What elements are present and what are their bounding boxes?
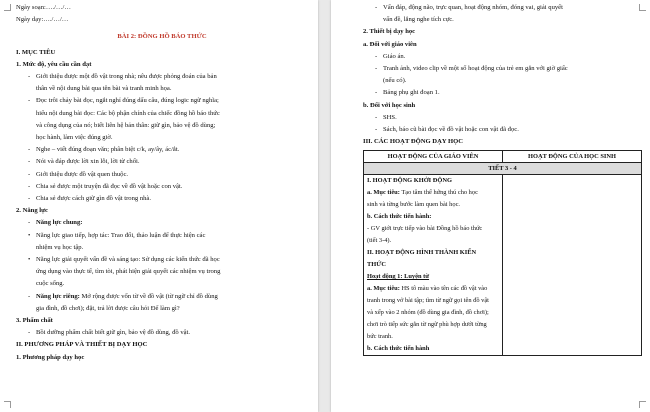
procedure-label: b. Cách thức tiến hành: bbox=[367, 213, 432, 221]
activity-heading: I. HOẠT ĐỘNG KHỞI ĐỘNG bbox=[367, 177, 452, 185]
lesson-title: BÀI 2: ĐỒNG HỒ BÁO THỨC bbox=[117, 33, 207, 41]
activity-heading: II. HOẠT ĐỘNG HÌNH THÀNH KIẾN bbox=[367, 249, 477, 257]
activity-text: - GV giới trực tiếp vào bài Đồng hồ báo thức bbox=[367, 225, 483, 233]
activity-text: Tạo tâm thế hứng thú cho học bbox=[399, 189, 478, 197]
objective-text: học hành, làm việc đúng giờ. bbox=[36, 134, 113, 142]
page-left-content: Ngày soạn:…./…/… Ngày dạy:…./…/… BÀI 2: ĐỒNG HỒ BÁO THỨC I. MỤC TIÊU 1. Mức độ, yêu cầu cần đạt - Giới thiệu được một đồ vật trong nhà; nêu được phỏng đoán của bản thân về nội dung bài qua tên bài và tranh minh họa. - Đọc trôi chảy bài đọc, ngắt nghỉ đúng dấu câu, đúng logic ngữ nghĩa; hiểu nội dung bài đọc: Các bộ phận chính của chiếc đồng hồ báo thức và công dụng của nó; biết liên hệ bản thân: giữ gìn, bảo vệ đồ dùng; học hành, làm việc đúng giờ. - Nghe – viết đúng đoạn văn; phân biệt c/k, ay/ây, ác/ắt. - Nói và đáp được lời xin lỗi, lời từ chối. - Giới thiệu được đồ vật quen thuộc. - Chia sẻ được một truyện đã đọc về đồ vật hoặc con vật. - Chia sẻ được cách giữ gìn đồ vật trong nhà. 2. Năng lực - Năng lực chung: • Năng lực giao tiếp, hợp tác: Trao đổi, thảo luận để thực hiện các nhiệm vụ học tập. • Năng lực giải quyết vấn đề và sáng tạo: Sử dụng các kiến thức đã học ứng dụng vào thực tế, tìm tòi, phát hiện giải quyết các nhiệm vụ trong cuộc sống. - Năng lực riêng: Mở rộng được vốn từ về đồ vật (từ ngữ chỉ đồ dùng gia đình, đồ chơi); đặt, trả lời được câu hỏi Để làm gì? 3. Phẩm chất - Bồi dưỡng phẩm chất biết giữ gìn, bảo vệ đồ dùng, đồ vật. II. PHƯƠNG PHÁP VÀ THIẾT BỊ DẠY HỌC 1. Phương pháp dạy học bbox=[16, 2, 308, 364]
section-heading: I. MỤC TIÊU bbox=[16, 48, 56, 56]
competence-text: Năng lực giao tiếp, hợp tác: Trao đổi, thảo luận để thực hiện các bbox=[36, 231, 206, 239]
subsection-heading: 1. Phương pháp dạy học bbox=[16, 353, 85, 361]
objective-text: Nghe – viết đúng đoạn văn; phân biệt c/k, ay/ây, ác/ắt. bbox=[36, 146, 180, 154]
teacher-equipment-heading: a. Đối với giáo viên bbox=[363, 40, 417, 48]
goal-label: a. Mục tiêu: bbox=[367, 285, 400, 293]
method-text: vấn đề, lắng nghe tích cực. bbox=[383, 16, 454, 24]
competence-text: Mở rộng được vốn từ về đồ vật (từ ngữ chỉ đồ dùng bbox=[79, 292, 218, 300]
student-equipment-heading: b. Đối với học sinh bbox=[363, 101, 416, 109]
section-heading: III. CÁC HOẠT ĐỘNG DẠY HỌC bbox=[363, 138, 464, 146]
page-left bbox=[0, 0, 318, 412]
date-taught: Ngày dạy:…./…/… bbox=[16, 16, 69, 24]
goal-label: a. Mục tiêu: bbox=[367, 189, 400, 197]
table-row bbox=[364, 175, 642, 356]
section-heading: II. PHƯƠNG PHÁP VÀ THIẾT BỊ DẠY HỌC bbox=[16, 341, 148, 349]
activity-heading: THỨC bbox=[367, 261, 386, 269]
objective-text: Chia sẻ được cách giữ gìn đồ vật trong nhà. bbox=[36, 195, 152, 203]
table-header-row bbox=[364, 151, 642, 163]
procedure-label: b. Cách thức tiến hành bbox=[367, 345, 430, 353]
activity-text: HS tô màu vào tên các đồ vật vào bbox=[399, 285, 488, 293]
quality-text: Bồi dưỡng phẩm chất biết giữ gìn, bảo vệ đồ dùng, đồ vật. bbox=[36, 329, 191, 337]
subsection-heading: 1. Mức độ, yêu cầu cần đạt bbox=[16, 60, 92, 68]
student-activity-cell bbox=[503, 175, 642, 356]
subsection-heading: 3. Phẩm chất bbox=[16, 317, 53, 325]
general-competence-label: Năng lực chung: bbox=[36, 219, 83, 227]
activity-text: và xếp vào 2 nhóm (đồ dùng gia đình, đồ chơi); bbox=[367, 309, 489, 317]
activity-subheading: Hoạt động 1: Luyện từ bbox=[367, 273, 430, 281]
method-text: Vấn đáp, động não, trực quan, hoạt động nhóm, đóng vai, giải quyết bbox=[383, 4, 563, 11]
activity-text: sinh và từng bước làm quen bài học. bbox=[367, 201, 461, 209]
objective-text: thân về nội dung bài qua tên bài và tranh minh họa. bbox=[36, 85, 172, 93]
objective-text: Chia sẻ được một truyện đã đọc về đồ vật hoặc con vật. bbox=[36, 182, 183, 190]
equipment-text: Tranh ảnh, video clip về một số hoạt động của trẻ em gắn với giờ giấc bbox=[383, 65, 568, 73]
competence-text: nhiệm vụ học tập. bbox=[36, 243, 84, 251]
competence-text: gia đình, đồ chơi); đặt, trả lời được câu hỏi Để làm gì? bbox=[36, 304, 180, 312]
objective-text: Giới thiệu được một đồ vật trong nhà; nêu được phỏng đoán của bản bbox=[36, 73, 217, 81]
activity-text: chơi trò tiếp sức gắn từ ngữ phù hợp dưới từng bbox=[367, 321, 487, 329]
objective-text: Nói và đáp được lời xin lỗi, lời từ chối. bbox=[36, 158, 140, 166]
specific-competence-label: Năng lực riêng: bbox=[36, 292, 80, 300]
equipment-text: Sách, báo cũ bài đọc về đồ vật hoặc con vật đã đọc. bbox=[383, 126, 519, 134]
objective-text: Giới thiệu được đồ vật quen thuộc. bbox=[36, 170, 129, 178]
equipment-text: Giáo án. bbox=[383, 52, 406, 60]
crop-mark bbox=[639, 401, 646, 408]
equipment-text: (nếu có). bbox=[383, 77, 407, 85]
competence-text: cuộc sống. bbox=[36, 280, 65, 288]
period-label: TIẾT 3 - 4 bbox=[364, 163, 642, 175]
competence-text: ứng dụng vào thực tế, tìm tòi, phát hiện giải quyết các nhiệm vụ trong bbox=[36, 268, 221, 276]
activity-text: bức tranh. bbox=[367, 333, 393, 341]
objective-text: và công dụng của nó; biết liên hệ bản thân: giữ gìn, bảo vệ đồ dùng; bbox=[36, 121, 216, 129]
table-row bbox=[364, 163, 642, 175]
subsection-heading: 2. Thiết bị dạy học bbox=[363, 28, 416, 36]
activity-text: (tiết 3-4). bbox=[367, 237, 392, 245]
equipment-text: SHS. bbox=[383, 113, 397, 121]
objective-text: hiểu nội dung bài đọc: Các bộ phận chính của chiếc đồng hồ báo thức bbox=[36, 109, 220, 117]
page-right-content: - Vấn đáp, động não, trực quan, hoạt động nhóm, đóng vai, giải quyết vấn đề, lắng nghe tích cực. 2. Thiết bị dạy học a. Đối với giáo viên - Giáo án. - Tranh ảnh, video clip về một số hoạt động của trẻ em gắn với giờ giấc (nếu có). - Bảng phụ ghi đoạn 1. b. Đối với học sinh - SHS. - Sách, báo cũ bài đọc về đồ vật hoặc con vật đã đọc. III. CÁC HOẠT ĐỘNG DẠY HỌC HOẠT ĐỘNG CỦA GIÁO VIÊN HOẠT ĐỘNG CỦA HỌC SINH TIẾT 3 - 4 I. HOẠT ĐỘNG KHỞI ĐỘNG a. Mục tiêu: Tạo tâm thế hứng thú cho học sinh và từng bước làm quen bài học. b. Cách thức tiến hành: - GV giới trực tiếp vào bài Đồng hồ báo thức (tiết 3-4). II. HOẠT ĐỘNG HÌNH THÀNH KIẾN THỨC Hoạt động 1: Luyện từ a. Mục tiêu: HS tô màu vào tên các đồ vật vào tranh trong vở bài tập; tìm từ ngữ gọi tên đồ vật và xếp vào 2 nhóm (đồ dùng gia đình, đồ chơi); chơi trò tiếp sức gắn từ ngữ phù hợp dưới từng bức tranh. b. Cách thức tiến hành bbox=[363, 2, 642, 356]
teacher-activity-cell bbox=[364, 175, 503, 356]
date-prepared: Ngày soạn:…./…/… bbox=[16, 4, 71, 11]
crop-mark bbox=[4, 401, 11, 408]
objective-text: Đọc trôi chảy bài đọc, ngắt nghỉ đúng dấu câu, đúng logic ngữ nghĩa; bbox=[36, 97, 219, 105]
activities-table bbox=[363, 150, 642, 356]
competence-text: Năng lực giải quyết vấn đề và sáng tạo: Sử dụng các kiến thức đã học bbox=[36, 256, 220, 264]
page-right bbox=[331, 0, 650, 412]
subsection-heading: 2. Năng lực bbox=[16, 207, 48, 215]
teacher-column-header: HOẠT ĐỘNG CỦA GIÁO VIÊN bbox=[364, 151, 503, 163]
crop-mark bbox=[4, 4, 11, 11]
student-column-header: HOẠT ĐỘNG CỦA HỌC SINH bbox=[503, 151, 642, 163]
activity-text: tranh trong vở bài tập; tìm từ ngữ gọi tên đồ vật bbox=[367, 297, 489, 305]
equipment-text: Bảng phụ ghi đoạn 1. bbox=[383, 89, 440, 97]
